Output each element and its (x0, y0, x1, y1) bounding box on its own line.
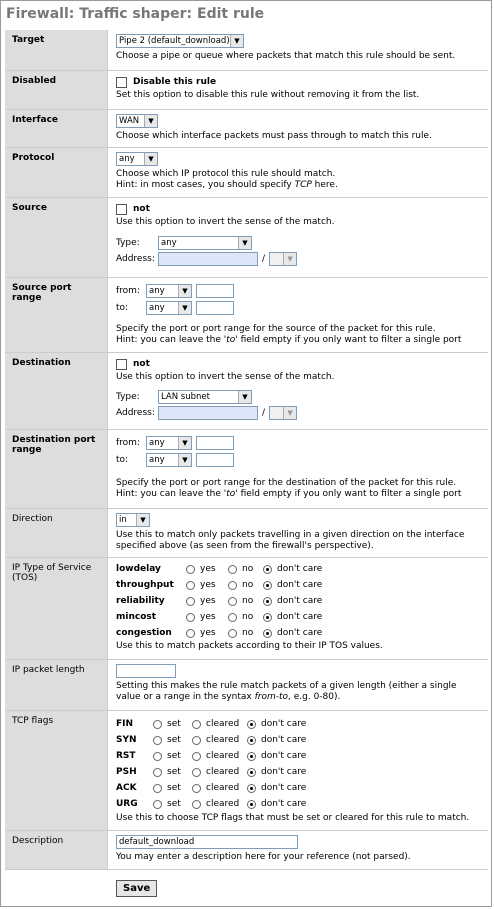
destination-mask-select[interactable] (269, 406, 297, 420)
dest-port-desc: Specify the port or port range for the destination of the packet for this rule. Hint: you can leave the 'to' field empty if you only want to filter a single port (116, 478, 462, 499)
tcpflag-option-row: SYN set cleared don't care (116, 735, 307, 745)
dest-port-from-input[interactable] (196, 436, 234, 450)
source-port-label: Source port range (5, 278, 108, 352)
tos-yes-radio[interactable] (186, 597, 195, 606)
tos-yes-radio[interactable] (186, 581, 195, 590)
tcpflag-set-radio[interactable] (153, 720, 162, 729)
iplen-row (5, 660, 488, 711)
source-type-select[interactable] (158, 236, 252, 250)
tos-option-row: reliability yes no don't care (116, 596, 323, 606)
disabled-desc: Set this option to disable this rule without removing it from the list. (116, 90, 420, 100)
dest-port-from-select[interactable] (146, 436, 192, 450)
destination-mask-slash: / (262, 407, 266, 418)
dest-port-row (5, 430, 488, 509)
interface-label: Interface (5, 110, 108, 147)
tos-yes-radio[interactable] (186, 613, 195, 622)
tos-desc: Use this to match packets according to their IP TOS values. (116, 641, 383, 651)
source-not-checkbox[interactable] (116, 204, 127, 215)
chevron-down-icon: ▼ (144, 153, 157, 165)
destination-type-value: LAN subnet (161, 391, 210, 402)
tcpflag-name: ACK (116, 783, 137, 793)
tos-label: IP Type of Service (TOS) (5, 558, 108, 659)
tcpflag-name: SYN (116, 735, 137, 745)
tcpflag-cleared-radio[interactable] (192, 720, 201, 729)
tcpflag-set-radio[interactable] (153, 784, 162, 793)
protocol-select[interactable] (116, 152, 158, 166)
tcpflag-option-row: PSH set cleared don't care (116, 767, 307, 777)
source-port-desc: Specify the port or port range for the source of the packet for this rule. Hint: you can leave the 'to' field empty if you only want to filter a single port (116, 324, 462, 345)
protocol-select-value: any (119, 154, 135, 164)
tcpflag-dontcare-radio[interactable] (247, 736, 256, 745)
target-label: Target (5, 30, 108, 70)
source-port-from-value: any (149, 285, 165, 296)
tos-field-name: reliability (116, 596, 165, 606)
description-row (5, 831, 488, 870)
tcpflag-name: PSH (116, 767, 137, 777)
tcpflag-dontcare-radio[interactable] (247, 720, 256, 729)
tos-dontcare-radio[interactable] (263, 565, 272, 574)
tos-option-row: mincost yes no don't care (116, 612, 323, 622)
tos-yes-radio[interactable] (186, 565, 195, 574)
direction-select[interactable] (116, 513, 150, 527)
chevron-down-icon: ▼ (178, 454, 191, 466)
interface-desc: Choose which interface packets must pass through to match this rule. (116, 131, 432, 141)
tos-dontcare-radio[interactable] (263, 613, 272, 622)
protocol-desc (116, 169, 482, 191)
protocol-label: Protocol (5, 148, 108, 197)
protocol-row (5, 148, 488, 198)
destination-address-label: Address: (116, 407, 155, 418)
tcpflag-option-row: ACK set cleared don't care (116, 783, 307, 793)
chevron-down-icon: ▼ (230, 35, 243, 47)
source-address-input[interactable] (158, 252, 258, 266)
source-type-value: any (161, 237, 177, 248)
disabled-row (5, 71, 488, 110)
chevron-down-icon: ▼ (136, 514, 149, 526)
dest-port-to-value: any (149, 454, 165, 465)
direction-desc: Use this to match only packets travelling in a given direction on the interface specified above (as seen from the firewall's perspective). (116, 530, 465, 551)
tcpflag-set-radio[interactable] (153, 736, 162, 745)
tos-option-row: lowdelay yes no don't care (116, 564, 323, 574)
disabled-label: Disabled (5, 71, 108, 109)
disable-rule-checkbox[interactable] (116, 77, 127, 88)
source-port-to-value: any (149, 302, 165, 313)
direction-select-value: in (119, 515, 127, 525)
dest-port-to-label: to: (116, 454, 129, 465)
source-port-from-select[interactable] (146, 284, 192, 298)
tcpflag-dontcare-radio[interactable] (247, 768, 256, 777)
tcpflag-set-radio[interactable] (153, 800, 162, 809)
chevron-down-icon: ▼ (178, 302, 191, 314)
target-select-value: Pipe 2 (default_download) (119, 36, 230, 46)
direction-label: Direction (5, 509, 108, 557)
tcpflag-name: RST (116, 751, 136, 761)
source-desc: Use this option to invert the sense of the match. (116, 217, 335, 227)
tcpflag-dontcare-radio[interactable] (247, 800, 256, 809)
chevron-down-icon: ▼ (178, 285, 191, 297)
destination-label: Destination (5, 353, 108, 429)
tos-options (116, 561, 482, 641)
target-select[interactable] (116, 34, 244, 48)
tos-option-row: congestion yes no don't care (116, 628, 323, 638)
chevron-down-icon: ▼ (238, 237, 251, 249)
rule-form (5, 30, 488, 870)
source-mask-select[interactable] (269, 252, 297, 266)
source-port-to-input[interactable] (196, 301, 234, 315)
destination-not-checkbox[interactable] (116, 359, 127, 370)
source-label: Source (5, 198, 108, 277)
dest-port-label: Destination port range (5, 430, 108, 508)
tcpflags-desc: Use this to choose TCP flags that must be set or cleared for this rule to match. (116, 813, 470, 823)
protocol-desc-line2: Hint: in most cases, you should specify TCP here. (116, 180, 338, 190)
chevron-down-icon: ▼ (178, 437, 191, 449)
tcpflag-cleared-radio[interactable] (192, 752, 201, 761)
source-port-to-select[interactable] (146, 301, 192, 315)
description-label: Description (5, 831, 108, 869)
interface-select[interactable] (116, 114, 158, 128)
tcpflag-set-radio[interactable] (153, 768, 162, 777)
source-mask-slash: / (262, 253, 266, 264)
tos-no-radio[interactable] (228, 613, 237, 622)
source-row (5, 198, 488, 278)
source-type-label: Type: (116, 237, 140, 248)
chevron-down-icon: ▼ (283, 407, 296, 419)
iplen-label: IP packet length (5, 660, 108, 710)
save-button[interactable]: Save (116, 880, 157, 897)
source-port-to-label: to: (116, 302, 129, 313)
source-port-row (5, 278, 488, 353)
target-desc: Choose a pipe or queue where packets that match this rule should be sent. (116, 51, 456, 61)
tos-no-radio[interactable] (228, 597, 237, 606)
interface-row (5, 110, 488, 148)
target-row (5, 30, 488, 71)
tcpflags-label: TCP flags (5, 711, 108, 830)
chevron-down-icon: ▼ (283, 253, 296, 265)
tos-dontcare-radio[interactable] (263, 629, 272, 638)
tcpflag-name: URG (116, 799, 138, 809)
page-title: Firewall: Traffic shaper: Edit rule (6, 6, 265, 22)
tos-field-name: congestion (116, 628, 172, 638)
source-not-label: not (133, 204, 150, 214)
destination-row (5, 353, 488, 430)
tcpflag-dontcare-radio[interactable] (247, 752, 256, 761)
destination-desc: Use this option to invert the sense of the match. (116, 372, 335, 382)
destination-type-label: Type: (116, 391, 140, 402)
tos-no-radio[interactable] (228, 565, 237, 574)
tos-no-radio[interactable] (228, 581, 237, 590)
tos-field-name: mincost (116, 612, 157, 622)
interface-select-value: WAN (119, 116, 140, 126)
dest-port-from-value: any (149, 437, 165, 448)
tcpflag-option-row: URG set cleared don't care (116, 799, 307, 809)
tcpflag-option-row: RST set cleared don't care (116, 751, 307, 761)
dest-port-to-input[interactable] (196, 453, 234, 467)
direction-row (5, 509, 488, 558)
source-address-label: Address: (116, 253, 155, 264)
tcpflag-cleared-radio[interactable] (192, 784, 201, 793)
description-desc: You may enter a description here for your reference (not parsed). (116, 852, 411, 862)
tcpflag-set-radio[interactable] (153, 752, 162, 761)
chevron-down-icon: ▼ (238, 391, 251, 403)
tcpflag-dontcare-radio[interactable] (247, 784, 256, 793)
tos-field-name: throughput (116, 580, 174, 590)
iplen-input[interactable] (116, 664, 176, 678)
tos-field-name: lowdelay (116, 564, 161, 574)
disable-rule-checkbox-label: Disable this rule (133, 77, 217, 87)
iplen-desc: Setting this makes the rule match packets of a given length (either a single value or a range in the syntax from-to, e.g. 0-80). (116, 681, 457, 702)
description-input[interactable]: default_download (116, 835, 298, 849)
destination-type-select[interactable] (158, 390, 252, 404)
tcpflag-cleared-radio[interactable] (192, 768, 201, 777)
tcpflags-options (116, 716, 482, 812)
tcpflag-option-row: FIN set cleared don't care (116, 719, 307, 729)
destination-not-label: not (133, 359, 150, 369)
tos-dontcare-radio[interactable] (263, 581, 272, 590)
destination-address-input[interactable] (158, 406, 258, 420)
tcpflags-row (5, 711, 488, 831)
tcpflag-cleared-radio[interactable] (192, 736, 201, 745)
tcpflag-name: FIN (116, 719, 134, 729)
tos-dontcare-radio[interactable] (263, 597, 272, 606)
source-port-from-label: from: (116, 285, 140, 296)
tos-no-radio[interactable] (228, 629, 237, 638)
tos-option-row: throughput yes no don't care (116, 580, 323, 590)
dest-port-to-select[interactable] (146, 453, 192, 467)
tos-row (5, 558, 488, 660)
protocol-desc-line1: Choose which IP protocol this rule should match. (116, 169, 336, 179)
tos-yes-radio[interactable] (186, 629, 195, 638)
dest-port-from-label: from: (116, 437, 140, 448)
tcpflag-cleared-radio[interactable] (192, 800, 201, 809)
chevron-down-icon: ▼ (144, 115, 157, 127)
source-port-from-input[interactable] (196, 284, 234, 298)
